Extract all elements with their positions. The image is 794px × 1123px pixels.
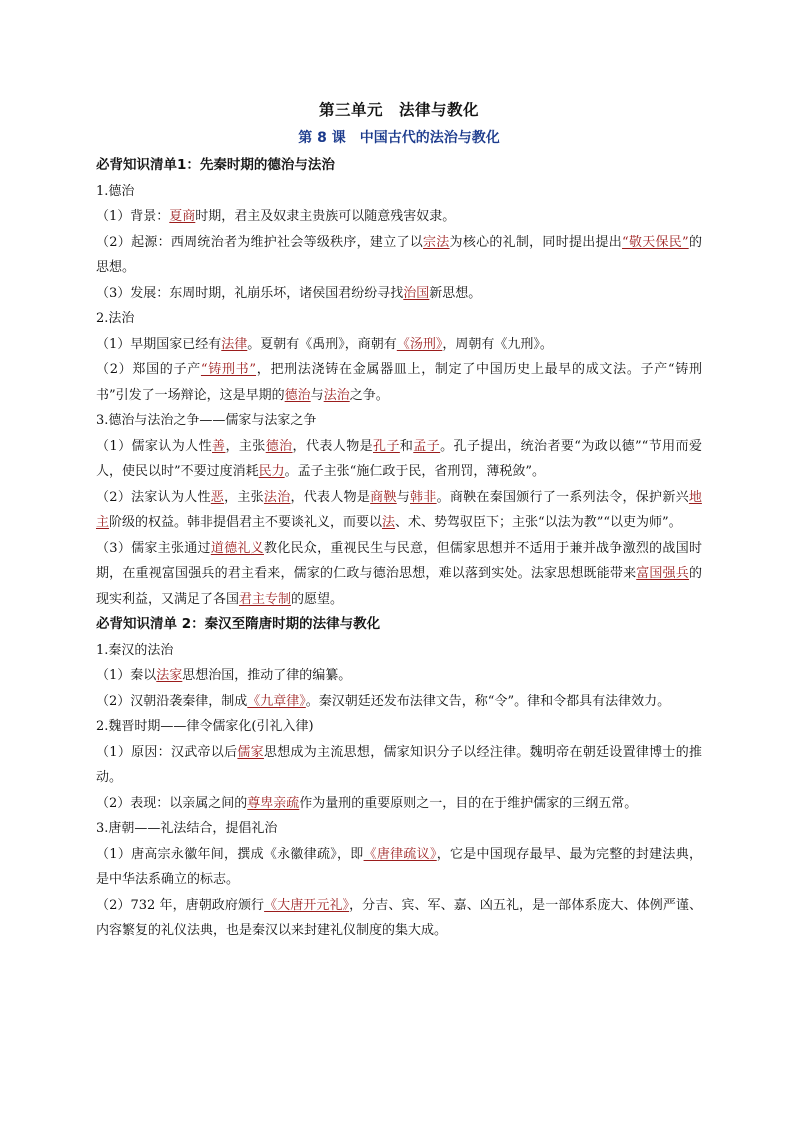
keyword-underlined: 《唐律疏议》 — [363, 846, 437, 862]
keyword-underlined: 地主 — [96, 489, 702, 530]
text-run: 必背知识清单1：先秦时期的德治与法治 — [96, 157, 335, 173]
text-run: ，分吉、宾、军、嘉、凶五礼，是一部体系庞大、体例严谨、内容繁复的礼仪法典，也是秦汉以来封建礼仪制度的集大成。 — [96, 897, 702, 938]
paragraph — [96, 663, 702, 689]
text-run: ，主张 — [225, 438, 266, 454]
section-heading — [96, 153, 702, 179]
keyword-underlined: 君主专制 — [239, 591, 292, 607]
keyword-underlined: 恶 — [210, 489, 225, 505]
lesson-title: 第 8 课 中国古代的法治与教化 — [298, 130, 500, 146]
text-run: 与 — [310, 387, 324, 403]
text-run: （2）起源：西周统治者为维护社会等级秩序，建立了以 — [96, 234, 423, 250]
text-run: （2）汉朝沿袭秦律，制成 — [96, 693, 248, 709]
keyword-underlined: 《汤刑》 — [396, 336, 443, 352]
keyword-underlined: 尊卑亲疏 — [247, 795, 300, 811]
text-run: 1.秦汉的法治 — [96, 642, 174, 658]
keyword-underlined: 道德礼义 — [210, 540, 264, 556]
text-run: 之争。 — [349, 387, 389, 403]
keyword-underlined: 法 — [382, 515, 396, 530]
text-run: 思想治国，推动了律的编纂。 — [182, 668, 352, 683]
paragraph — [96, 740, 702, 791]
text-run: 教化民众，重视民生与民意，但儒家思想并不适用于兼并战争激烈的战国时期，在重视富国强兵的君主看来，儒家的仁政与德治思想，难以落到实处。法家思想既能带来 — [96, 540, 702, 581]
text-run: ，代表人物是 — [292, 438, 374, 454]
text-run: 。秦汉朝廷还发布法律文告，称“令”。律和令都具有法律效力。 — [305, 693, 671, 709]
keyword-underlined: “铸刑书” — [200, 362, 257, 377]
text-run: ，把刑法浇铸在金属器皿上，制定了中国历史上最早的成文法。子产“铸刑书”引发了一场辩论，这是早期的 — [96, 362, 702, 403]
text-run: ，代表人物是 — [290, 489, 371, 505]
text-run: （1）唐高宗永徽年间，撰成《永徽律疏》，即 — [96, 846, 364, 862]
text-run: （2）732 年，唐朝政府颁行 — [96, 897, 265, 913]
text-run: 必背知识清单 2：秦汉至隋唐时期的法律与教化 — [96, 616, 381, 632]
paragraph — [96, 714, 702, 740]
text-run: （1）原因：汉武帝以后 — [96, 744, 238, 760]
section-heading — [96, 612, 702, 638]
text-run: （3）发展：东周时期，礼崩乐坏，诸侯国君纷纷寻找 — [96, 285, 404, 301]
keyword-underlined: 宗法 — [423, 234, 450, 250]
text-run: ，周朝有《九刑》。 — [442, 336, 553, 352]
paragraph — [96, 434, 702, 485]
keyword-underlined: 法家 — [156, 668, 183, 683]
paragraph — [96, 357, 702, 408]
keyword-underlined: 儒家 — [237, 744, 264, 760]
text-run: 2.法治 — [96, 311, 135, 326]
text-run: （2）法家认为人性 — [96, 489, 211, 505]
text-run: 。夏朝有《禹刑》，商朝有 — [247, 336, 397, 352]
keyword-underlined: 民力 — [258, 464, 285, 479]
text-run: （3）儒家主张通过 — [96, 540, 211, 556]
paragraph — [96, 816, 702, 842]
keyword-underlined: 善 — [212, 438, 226, 454]
text-run: ，它是中国现存最早、最为完整的封建法典，是中华法系确立的标志。 — [96, 846, 702, 887]
text-run: （1）儒家认为人性 — [96, 438, 213, 454]
paragraph — [96, 485, 702, 536]
paragraph — [96, 230, 702, 281]
text-run: 、术、势驾驭臣下；主张“以法为教”“以吏为师”。 — [395, 515, 682, 530]
document-body — [96, 99, 702, 944]
keyword-underlined: 德治 — [265, 438, 293, 454]
keyword-underlined: 孔子 — [373, 438, 400, 454]
text-run: 的现实利益，又满足了各国 — [96, 566, 702, 607]
paragraph — [96, 332, 702, 358]
keyword-underlined: 韩非 — [410, 489, 437, 505]
keyword-underlined: 德治 — [284, 387, 311, 403]
text-run: 新思想。 — [429, 285, 482, 301]
text-run: 作为量刑的重要原则之一，目的在于维护儒家的三纲五常。 — [299, 795, 638, 811]
text-run: 阶级的权益。韩非提倡君主不要谈礼义，而要以 — [109, 515, 383, 530]
text-run: 。商鞅在秦国颁行了一系列法令，保护新兴 — [436, 489, 689, 505]
keyword-underlined: 法治 — [263, 489, 291, 505]
text-run: ，主张 — [224, 489, 264, 505]
keyword-underlined: 夏商 — [169, 209, 196, 224]
paragraph — [96, 408, 702, 434]
text-run: 3.德治与法治之争——儒家与法家之争 — [96, 413, 317, 428]
text-run: 为核心的礼制，同时提出提出 — [449, 234, 623, 250]
text-run: 思想成为主流思想，儒家知识分子以经注律。魏明帝在朝廷设置律博士的推动。 — [96, 744, 702, 785]
paragraph — [96, 536, 702, 613]
text-run: 和 — [399, 438, 414, 454]
text-run: 1.德治 — [96, 183, 135, 199]
text-run: （1）背景： — [96, 209, 170, 224]
keyword-underlined: “敬天保民” — [622, 234, 689, 250]
keyword-underlined: 《大唐开元礼》 — [264, 897, 350, 913]
paragraph — [96, 842, 702, 893]
text-run: （2）表现：以亲属之间的 — [96, 795, 248, 811]
keyword-underlined: 法律 — [221, 336, 248, 352]
paragraph — [96, 306, 702, 332]
keyword-underlined: 富国强兵 — [636, 566, 689, 581]
paragraph — [96, 893, 702, 944]
text-run: 。孟子主张“施仁政于民，省刑罚，薄税敛”。 — [284, 464, 545, 479]
keyword-underlined: 孟子 — [413, 438, 441, 454]
text-run: 与 — [396, 489, 411, 505]
keyword-underlined: 《九章律》 — [247, 693, 306, 709]
paragraph — [96, 638, 702, 664]
unit-title: 第三单元 法律与教化 — [318, 101, 479, 119]
paragraph — [96, 791, 702, 817]
text-run: 2.魏晋时期——律令儒家化(引礼入律) — [96, 719, 314, 734]
keyword-underlined: 商鞅 — [370, 489, 397, 505]
keyword-underlined: 治国 — [403, 285, 430, 301]
text-run: 3.唐朝——礼法结合，提倡礼治 — [96, 821, 278, 836]
text-run: 时期，君主及奴隶主贵族可以随意残害奴隶。 — [195, 209, 456, 224]
text-run: （1）秦以 — [96, 668, 157, 683]
text-run: 的思想。 — [96, 234, 702, 275]
keyword-underlined: 法治 — [323, 387, 350, 403]
paragraph — [96, 204, 702, 230]
text-run: （2）郑国的子产 — [96, 362, 201, 377]
text-run: 的愿望。 — [291, 591, 344, 607]
text-run: （1）早期国家已经有 — [96, 336, 222, 352]
text-run: 。孔子提出，统治者要“为政以德”“节用而爱人，使民以时”不要过度消耗 — [96, 438, 702, 479]
paragraph — [96, 179, 702, 205]
paragraph — [96, 281, 702, 307]
knowledge-list — [96, 153, 702, 944]
paragraph — [96, 689, 702, 715]
